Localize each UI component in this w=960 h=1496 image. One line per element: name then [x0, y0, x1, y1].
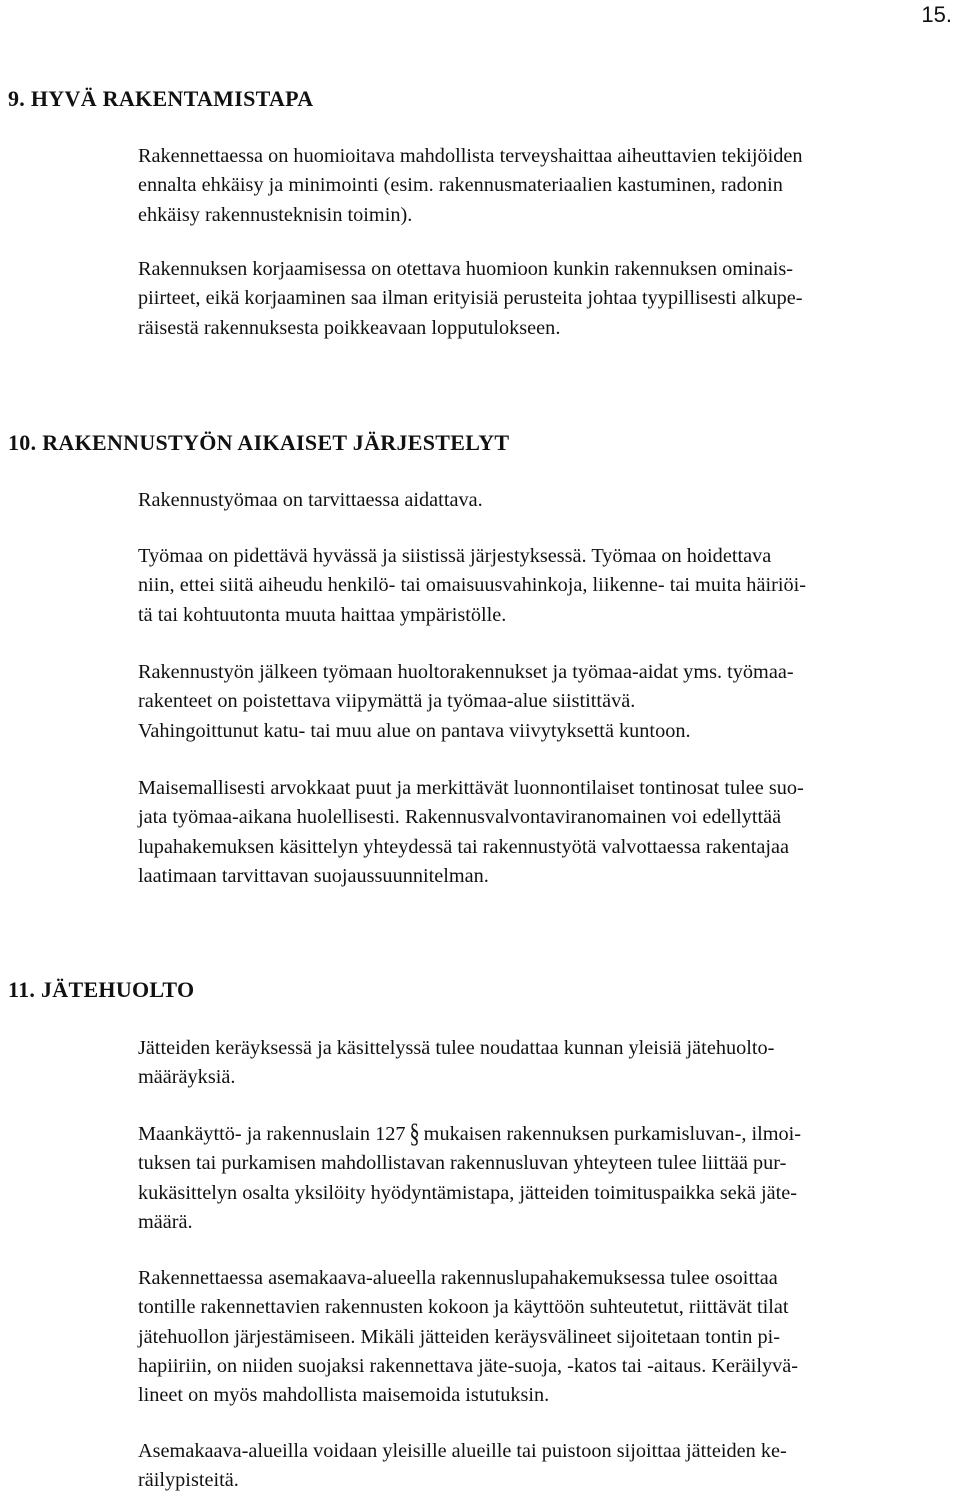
- text-line: Rakennettaessa asemakaava-alueella rakennuslupahakemuksessa tulee osoittaa: [138, 1267, 778, 1289]
- paragraph-10-3: [138, 658, 950, 746]
- text-line: piirteet, eikä korjaaminen saa ilman erityisiä perusteita johtaa tyypillisesti alkupe-: [138, 287, 803, 310]
- text-line: lineet on myös mahdollista maisemoida istutuksin.: [138, 1384, 550, 1407]
- paragraph-11-1: [138, 1034, 950, 1093]
- text-line: Työmaa on pidettävä hyvässä ja siistissä järjestyksessä. Työmaa on hoidettava: [138, 545, 772, 567]
- text-line: Maisemallisesti arvokkaat puut ja merkittävät luonnontilaiset tontinosat tulee suo-: [138, 777, 804, 799]
- text-line: tuksen tai purkamisen mahdollistavan rakennusluvan yhteyteen tulee liittää pur-: [138, 1152, 787, 1175]
- paragraph-11-3: [138, 1264, 950, 1410]
- text-line: tontille rakennettavien rakennusten kokoon ja käyttöön suhteutetut, riittävät tilat: [138, 1296, 789, 1319]
- text-line: Vahingoittunut katu- tai muu alue on pantava viivytyksettä kuntoon.: [138, 719, 691, 742]
- text-line: laatimaan tarvittavan suojaussuunnitelman.: [138, 864, 489, 887]
- text-line: niin, ettei siitä aiheudu henkilö- tai omaisuusvahinkoja, liikenne- tai muita häiriöi-: [138, 574, 806, 597]
- text-line: ennalta ehkäisy ja minimointi (esim. rakennusmateriaalien kastuminen, radonin: [138, 174, 783, 197]
- section-heading-9: 9. HYVÄ RAKENTAMISTAPA: [8, 86, 314, 111]
- text-line: [138, 1120, 950, 1149]
- paragraph-9-2: [138, 255, 950, 343]
- text-line: Rakennustyömaa on tarvittaessa aidattava.: [138, 489, 483, 511]
- section-heading-11: 11. JÄTEHUOLTO: [8, 977, 195, 1002]
- text-line: määräyksiä.: [138, 1066, 236, 1089]
- text-line: Asemakaava-alueilla voidaan yleisille alueille tai puistoon sijoittaa jätteiden ke-: [138, 1440, 787, 1462]
- text-fragment: Maankäyttö- ja rakennuslain 127: [138, 1123, 406, 1145]
- paragraph-9-1: [138, 142, 950, 230]
- paragraph-11-2: [138, 1120, 950, 1237]
- paragraph-10-2: [138, 542, 950, 630]
- text-line: lupahakemuksen käsittelyn yhteydessä tai rakennustyötä valvottaessa rakentajaa: [138, 835, 790, 858]
- text-line: Jätteiden keräyksessä ja käsittelyssä tulee noudattaa kunnan yleisiä jätehuolto-: [138, 1037, 775, 1059]
- text-line: rakenteet on poistettava viipymättä ja työmaa-alue siistittävä.: [138, 690, 636, 713]
- text-line: hapiiriin, on niiden suojaksi rakennettava jäte-suoja, -katos tai -aitaus. Keräilyvä-: [138, 1354, 799, 1377]
- paragraph-10-1: [138, 486, 950, 515]
- text-line: tä tai kohtuutonta muuta haittaa ympäristölle.: [138, 603, 507, 626]
- text-line: räilypisteitä.: [138, 1469, 239, 1492]
- text-line: kukäsittelyn osalta yksilöity hyödyntämistapa, jätteiden toimituspaikka sekä jäte-: [138, 1181, 798, 1204]
- text-line: Rakennettaessa on huomioitava mahdollista terveyshaittaa aiheuttavien tekijöiden: [138, 145, 803, 167]
- text-line: Rakennuksen korjaamisessa on otettava huomioon kunkin rakennuksen ominais-: [138, 258, 794, 280]
- text-line: jätehuollon järjestämiseen. Mikäli jätteiden keräysvälineet sijoitetaan tontin pi-: [138, 1325, 781, 1348]
- text-line: määrä.: [138, 1210, 193, 1233]
- text-line: Rakennustyön jälkeen työmaan huoltorakennukset ja työmaa-aidat yms. työmaa-: [138, 661, 794, 683]
- section-sign: §: [409, 1118, 420, 1149]
- section-heading-10: 10. RAKENNUSTYÖN AIKAISET JÄRJESTELYT: [8, 430, 510, 455]
- text-fragment: mukaisen rakennuksen purkamisluvan-, ilmoi-: [423, 1123, 802, 1145]
- page-number: 15.: [921, 2, 952, 27]
- text-line: jata työmaa-aikana huolellisesti. Rakennusvalvontaviranomainen voi edellyttää: [138, 806, 782, 829]
- paragraph-11-4: [138, 1437, 950, 1496]
- text-line: räisestä rakennuksesta poikkeavaan lopputulokseen.: [138, 316, 561, 339]
- paragraph-10-4: [138, 774, 950, 891]
- text-line: ehkäisy rakennusteknisin toimin).: [138, 203, 413, 226]
